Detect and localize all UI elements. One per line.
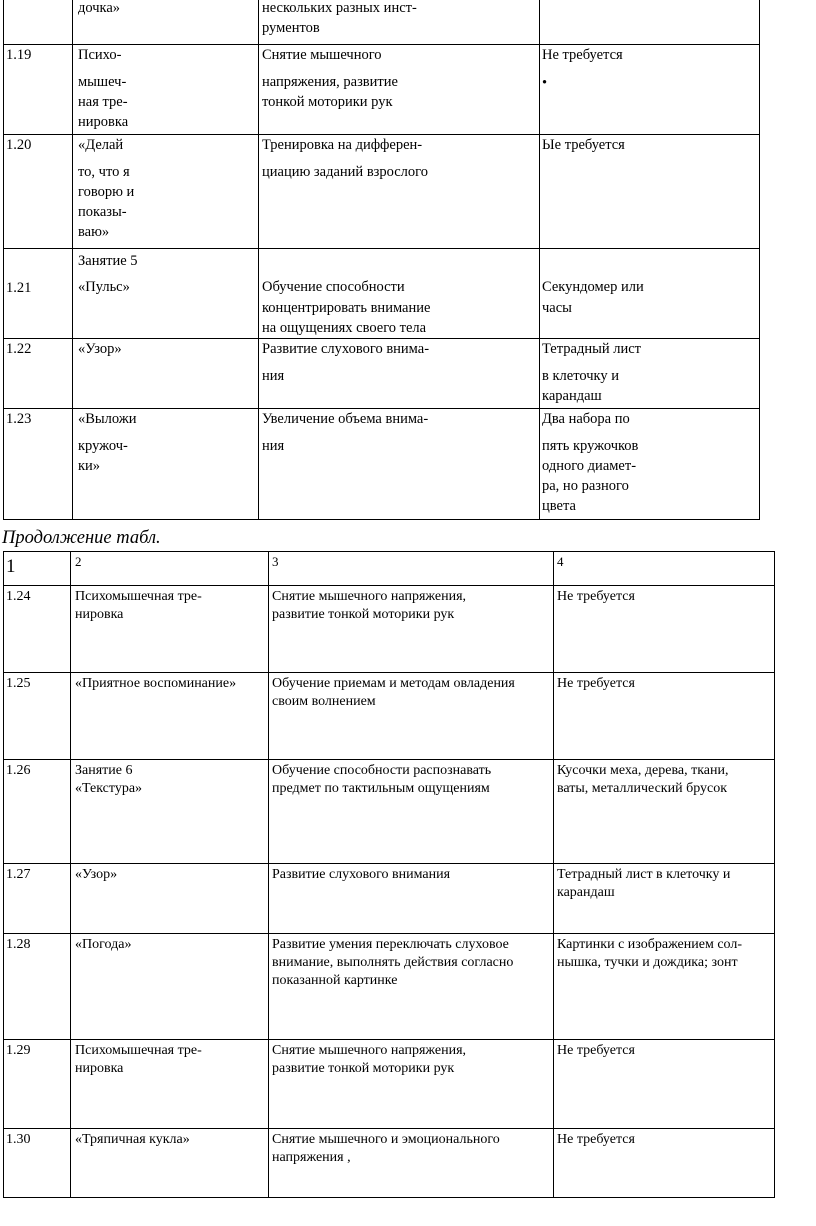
cell-line: ния (262, 368, 285, 384)
materials-cell (540, 135, 760, 249)
cell-line: ваю» (78, 224, 110, 240)
cell-line: показанной картинке (272, 973, 398, 988)
row-number: 1.25 (6, 676, 31, 691)
cell-line: нировка (75, 1061, 124, 1076)
cell-line: развитие тонкой моторики рук (272, 607, 455, 622)
cell-line: Обучение способности распознавать (272, 763, 492, 778)
cell-line: в клеточку и (542, 368, 619, 384)
header-row (4, 552, 775, 586)
cell-line: показы- (78, 204, 127, 220)
cell-line: «Пульс» (78, 279, 130, 295)
name-cell (71, 586, 269, 673)
cell-line: рументов (262, 20, 320, 36)
cell-line: Психомышечная тре- (75, 589, 202, 604)
column-number: 2 (75, 554, 82, 569)
cell-line: Ые требуется (542, 137, 625, 153)
cell-line: одного диамет- (542, 458, 637, 474)
cell-line: «Текстура» (75, 781, 143, 796)
table-row (4, 586, 775, 673)
cell-line: Тетрадный лист (542, 341, 641, 357)
cell-line: ра, но разного (542, 478, 629, 494)
row-number: 1.20 (6, 137, 32, 153)
cell-line: Снятие мышечного и эмоционального (272, 1132, 500, 1147)
cell-line: «Делай (78, 137, 124, 153)
name-cell (73, 249, 259, 339)
cell-line: «Приятное воспоминание» (75, 676, 237, 691)
column-number: 4 (557, 554, 564, 569)
cell-line: Снятие мышечного напряжения, (272, 589, 467, 604)
materials-cell (554, 864, 775, 934)
cell-line: предмет по тактильным ощущениям (272, 781, 490, 796)
cell-line: своим волнением (272, 694, 376, 709)
row-number: 1.21 (6, 280, 32, 296)
cell-line: кружоч- (78, 438, 128, 454)
cell-line: Тетрадный лист в клеточку и (557, 867, 731, 882)
num-cell (4, 339, 73, 409)
cell-line: карандаш (557, 885, 615, 900)
cell-line: ки» (78, 458, 101, 474)
cell-line: Развитие умения переключать слуховое (272, 937, 509, 952)
materials-cell (554, 586, 775, 673)
exercises-table-top (3, 0, 760, 520)
cell-line: Обучение способности (262, 279, 405, 295)
header-cell (554, 552, 775, 586)
table-row (4, 1040, 775, 1129)
name-cell (71, 1040, 269, 1129)
table-row (4, 760, 775, 864)
row-number: 1.24 (6, 589, 31, 604)
table-row (4, 409, 760, 520)
cell-line: ваты, металлический брусок (557, 781, 728, 796)
materials-cell (540, 339, 760, 409)
materials-cell (554, 1129, 775, 1198)
cell-line: Снятие мышечного (262, 47, 382, 63)
num-cell (4, 249, 73, 339)
materials-cell (540, 45, 760, 135)
materials-cell (554, 934, 775, 1040)
cell-line: «Выложи (78, 411, 137, 427)
cell-line: Не требуется (557, 1043, 635, 1058)
num-cell (4, 1129, 71, 1198)
materials-cell (554, 760, 775, 864)
num-cell (4, 135, 73, 249)
name-cell (71, 864, 269, 934)
materials-cell (540, 0, 760, 45)
cell-line: Два набора по (542, 411, 630, 427)
cell-line: Картинки с изображением сол- (557, 937, 743, 952)
name-cell (71, 934, 269, 1040)
row-number: 1.28 (6, 937, 31, 952)
cell-line: Психо- (78, 47, 122, 63)
name-cell (73, 45, 259, 135)
num-cell (4, 673, 71, 760)
cell-line: «Погода» (75, 937, 132, 952)
purpose-cell (269, 673, 554, 760)
cell-line: циацию заданий взрослого (262, 164, 429, 180)
cell-line: Секундомер или (542, 279, 644, 295)
cell-line: внимание, выполнять действия согласно (272, 955, 514, 970)
cell-line: часы (542, 300, 572, 316)
purpose-cell (259, 45, 540, 135)
row-number: 1.26 (6, 763, 31, 778)
cell-line: Кусочки меха, дерева, ткани, (557, 763, 729, 778)
row-number: 1.30 (6, 1132, 31, 1147)
row-number: 1.23 (6, 411, 32, 427)
num-cell (4, 864, 71, 934)
header-cell (71, 552, 269, 586)
table-row (4, 864, 775, 934)
purpose-cell (259, 0, 540, 45)
cell-line: говорю и (78, 184, 135, 200)
table-row (4, 249, 760, 339)
purpose-cell (269, 586, 554, 673)
cell-line: ния (262, 438, 285, 454)
cell-line: развитие тонкой моторики рук (272, 1061, 455, 1076)
cell-line: нировка (75, 607, 124, 622)
materials-cell (554, 1040, 775, 1129)
num-cell (4, 934, 71, 1040)
table-row (4, 0, 760, 45)
cell-line: пять кружочков (542, 438, 639, 454)
column-number: 3 (272, 554, 279, 569)
purpose-cell (259, 249, 540, 339)
cell-line: Обучение приемам и методам овладения (272, 676, 515, 691)
name-cell (73, 135, 259, 249)
num-cell (4, 586, 71, 673)
purpose-cell (269, 1129, 554, 1198)
cell-line: Не требуется (557, 676, 635, 691)
table-row (4, 934, 775, 1040)
header-cell (4, 552, 71, 586)
cell-line: «Узор» (78, 341, 122, 357)
cell-line: Снятие мышечного напряжения, (272, 1043, 467, 1058)
cell-line: дочка» (78, 0, 121, 16)
purpose-cell (269, 1040, 554, 1129)
purpose-cell (269, 864, 554, 934)
cell-line: Не требуется (557, 1132, 635, 1147)
cell-line: «Узор» (75, 867, 118, 882)
num-cell (4, 45, 73, 135)
row-number: 1.22 (6, 341, 32, 357)
purpose-cell (259, 135, 540, 249)
row-number: 1.27 (6, 867, 31, 882)
table-row (4, 673, 775, 760)
name-cell (71, 1129, 269, 1198)
table-row (4, 45, 760, 135)
cell-line: тонкой моторики рук (262, 94, 393, 110)
cell-line: нескольких разных инст- (262, 0, 417, 16)
purpose-cell (259, 409, 540, 520)
cell-line: Увеличение объема внима- (262, 411, 429, 427)
cell-line: Развитие слухового внимания (272, 867, 451, 882)
cell-line: Развитие слухового внима- (262, 341, 430, 357)
cell-line: то, что я (78, 164, 130, 180)
purpose-cell (269, 760, 554, 864)
exercises-table-bottom (3, 551, 775, 1198)
cell-line: напряжения, развитие (262, 74, 398, 90)
materials-cell (540, 249, 760, 339)
num-cell (4, 409, 73, 520)
table-continuation-caption: Продолжение табл. (2, 528, 161, 548)
row-number: 1.29 (6, 1043, 31, 1058)
cell-line: Не требуется (542, 47, 623, 63)
num-cell (4, 0, 73, 45)
cell-line: мышеч- (78, 74, 127, 90)
name-cell (71, 673, 269, 760)
table-row (4, 339, 760, 409)
cell-line: Психомышечная тре- (75, 1043, 202, 1058)
bullet-mark: • (542, 75, 548, 91)
purpose-cell (269, 934, 554, 1040)
cell-line: концентрировать внимание (262, 300, 431, 316)
cell-line: нировка (78, 114, 129, 130)
table-row (4, 135, 760, 249)
cell-line: Не требуется (557, 589, 635, 604)
cell-line: «Тряпичная кукла» (75, 1132, 190, 1147)
cell-line: на ощущениях своего тела (262, 320, 427, 336)
cell-line: Тренировка на дифферен- (262, 137, 423, 153)
name-cell (71, 760, 269, 864)
cell-line: нышка, тучки и дождика; зонт (557, 955, 738, 970)
cell-line: Занятие 5 (78, 253, 138, 269)
num-cell (4, 760, 71, 864)
cell-line: карандаш (542, 388, 602, 404)
name-cell (73, 0, 259, 45)
name-cell (73, 409, 259, 520)
cell-line: напряжения , (272, 1150, 351, 1165)
row-number: 1.19 (6, 47, 32, 63)
table-row (4, 1129, 775, 1198)
name-cell (73, 339, 259, 409)
header-cell (269, 552, 554, 586)
materials-cell (540, 409, 760, 520)
num-cell (4, 1040, 71, 1129)
cell-line: Занятие 6 (75, 763, 133, 778)
materials-cell (554, 673, 775, 760)
column-number: 1 (6, 556, 16, 577)
purpose-cell (259, 339, 540, 409)
cell-line: ная тре- (78, 94, 128, 110)
cell-line: цвета (542, 498, 576, 514)
